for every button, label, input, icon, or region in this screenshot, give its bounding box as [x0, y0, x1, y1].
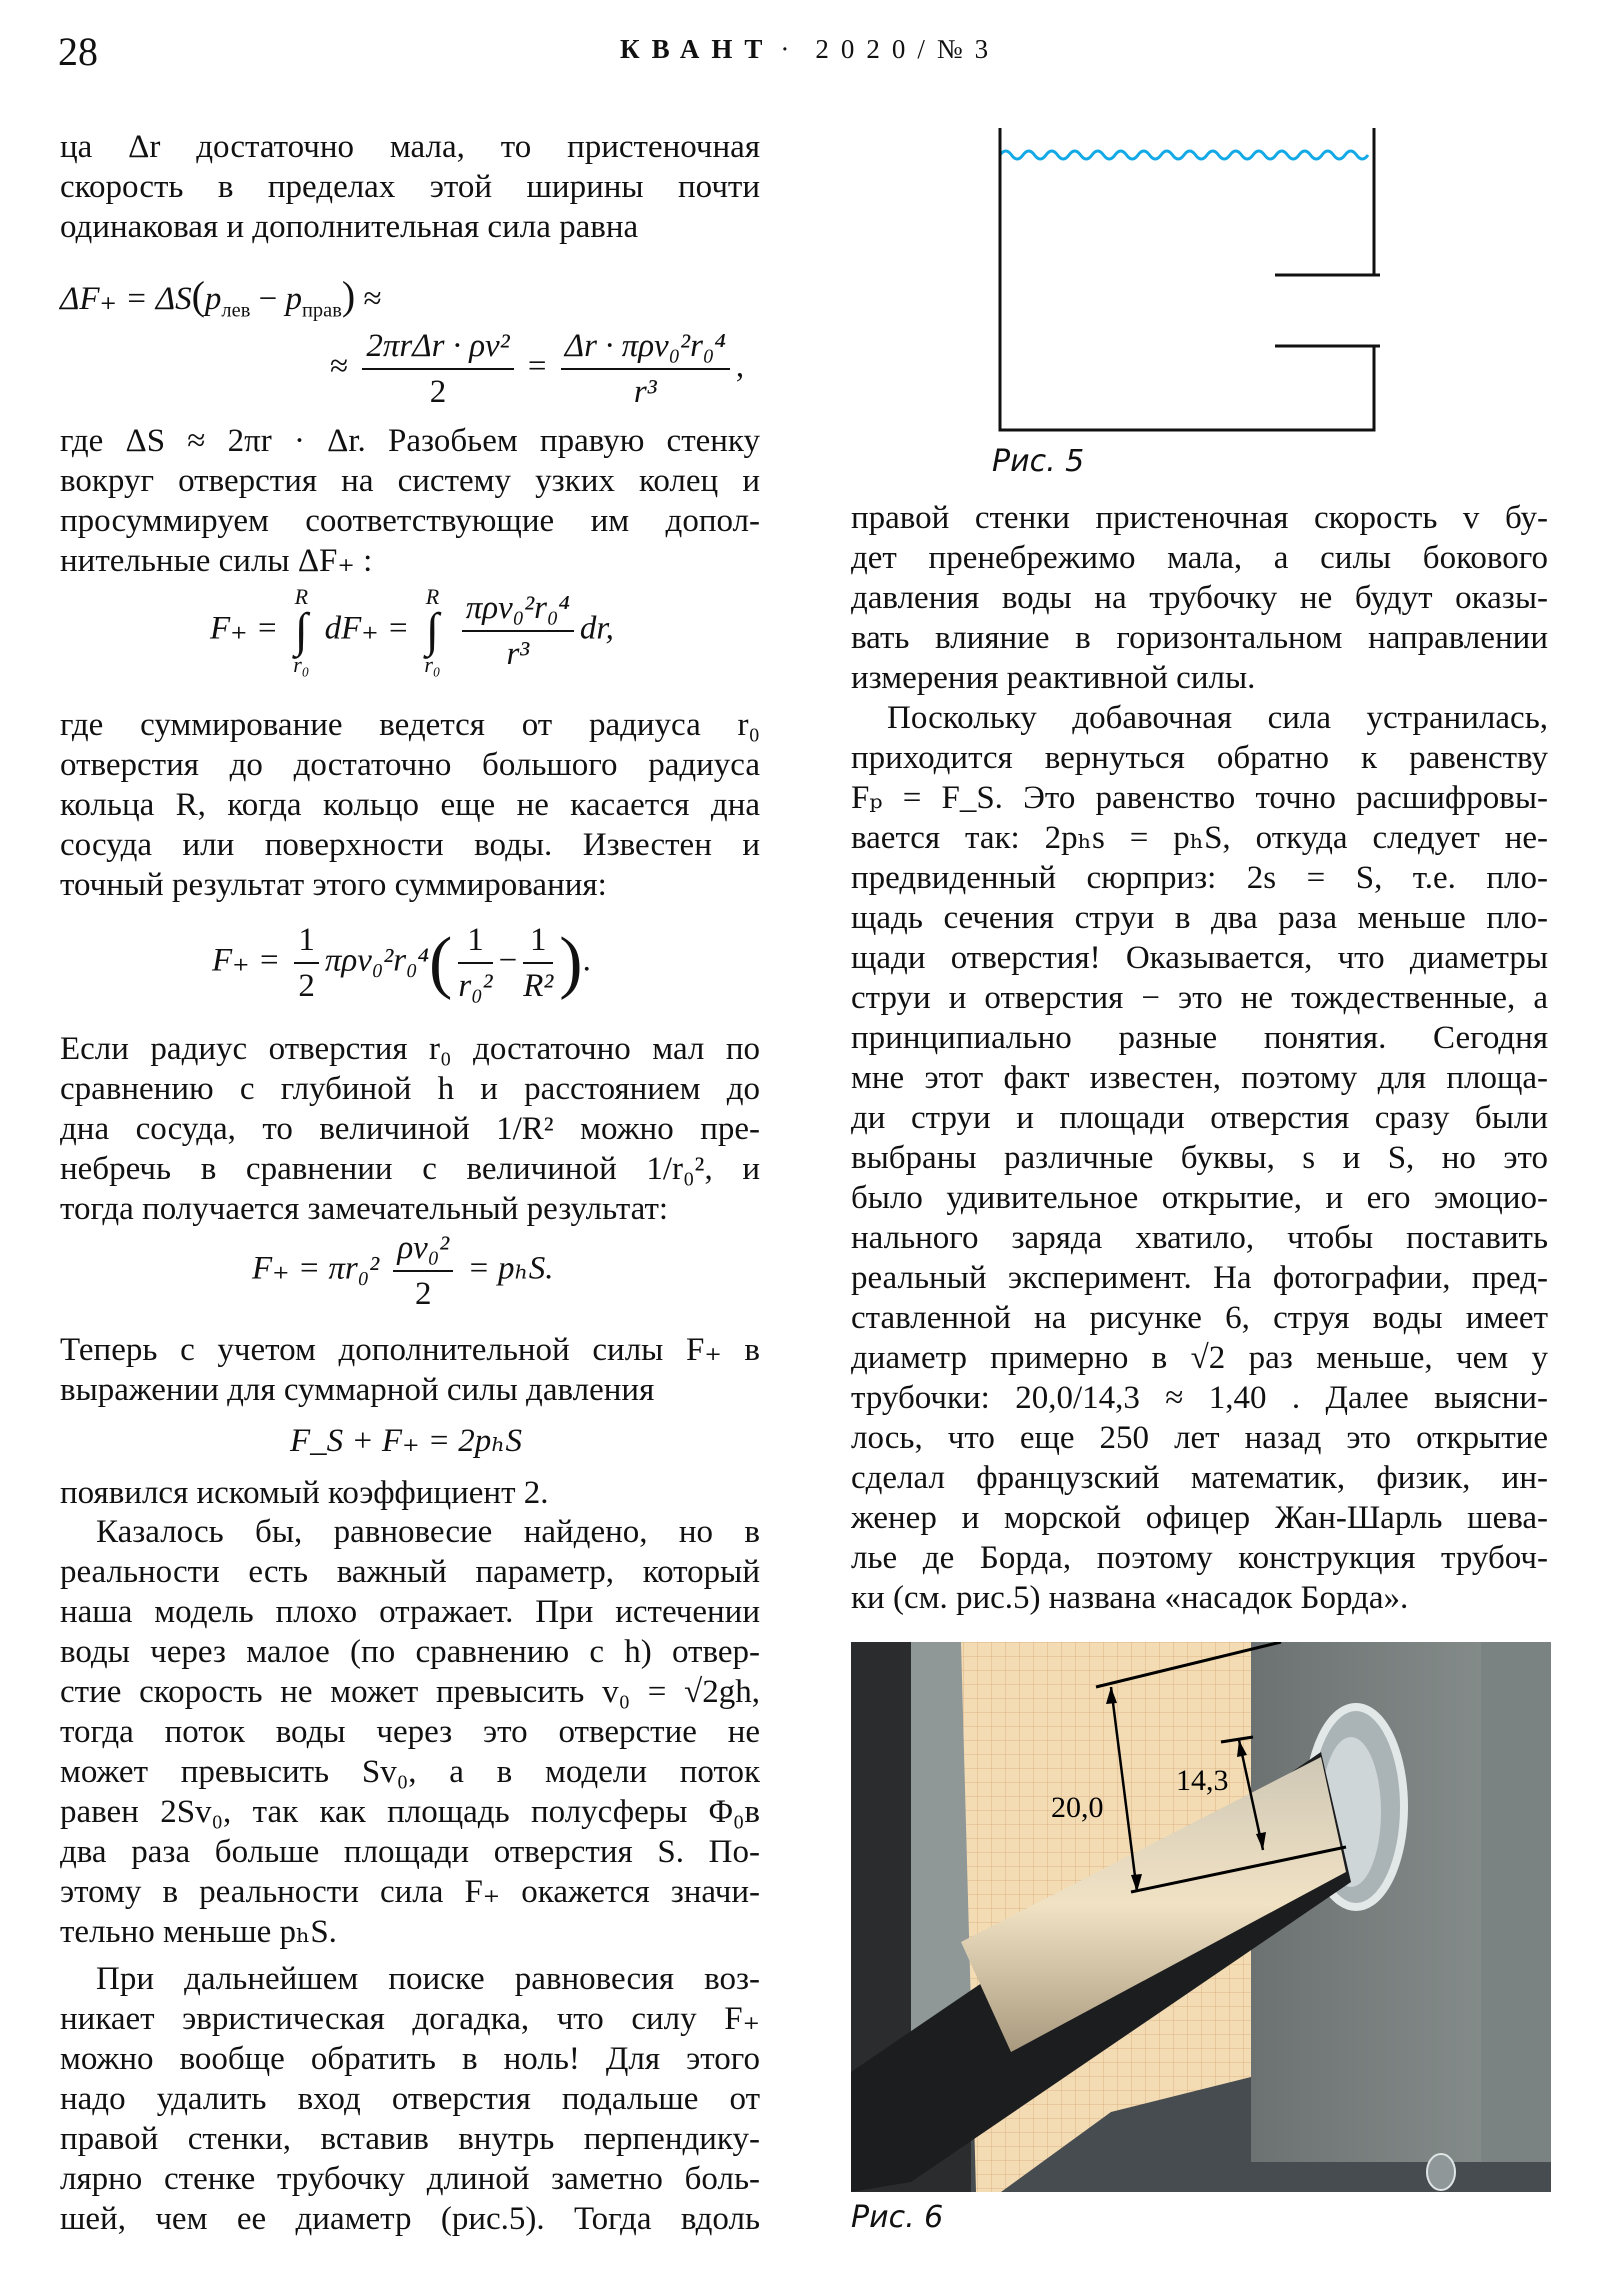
fraction: [462, 588, 574, 674]
text-line: приходится вернуться обратно к равенству: [851, 740, 1548, 776]
text-line: лье де Борда, поэтому конструкция трубоч-: [851, 1540, 1548, 1576]
eq-sub: прав: [301, 299, 342, 322]
text-line: принципиально разные понятия. Сегодня: [851, 1020, 1548, 1056]
text-line: Fₚ = F_S. Это равенство точно расшифровы-: [851, 780, 1548, 816]
eq-op: −: [250, 281, 286, 317]
text-line: может превысить Sv₀, а в модели поток: [60, 1754, 760, 1790]
text-line: ки (см. рис.5) названа «насадок Борда».: [851, 1580, 1409, 1616]
text-line: два раза больше площади отверстия S. По-: [60, 1834, 760, 1870]
text-line: вается так: 2pₕs = pₕS, откуда следует не-: [851, 820, 1548, 856]
equation-f-plus-exact: F₊ = $\frac{1}{2}$ πρv₀²r₀⁴( $\frac{1}{\text{r₀²}}$ − $\frac{1}{\text{R²}}$ ).: [212, 922, 591, 1004]
text-line: этому в реальности сила F₊ окажется значи-: [60, 1874, 760, 1910]
text-line: точный результат этого суммирования:: [60, 867, 607, 903]
issue-number: 2020/№3: [815, 34, 1001, 64]
numerator: Δr · πρv₀²r₀⁴: [561, 326, 730, 370]
text-line: наша модель плохо отражает. При истечении: [60, 1594, 760, 1630]
vessel-diagram-icon: [990, 120, 1390, 440]
integral: [286, 585, 316, 677]
text-line: предвиденный сюрприз: 2s = S, т.е. пло-: [851, 860, 1548, 896]
text-line: где суммирование ведется от радиуса r₀: [60, 707, 760, 743]
text-line: лось, что еще 250 лет назад это открытие: [851, 1420, 1548, 1456]
eq-lhs: ΔF₊ = ΔS: [60, 281, 192, 317]
text-line: шей, чем ее диаметр (рис.5). Тогда вдоль: [60, 2201, 760, 2237]
figure-5-vessel-diagram: [990, 120, 1390, 440]
eq-body: F_S + F₊ = 2pₕS: [290, 1423, 523, 1459]
text-line: реальный эксперимент. На фотографии, пред-: [851, 1260, 1548, 1296]
eq-lhs: F₊ = πr₀²: [252, 1250, 380, 1287]
eq-op: −: [498, 942, 518, 979]
text-line: сравнению с глубиной h и расстоянием до: [60, 1071, 760, 1107]
equation-f-plus-result: [252, 1228, 554, 1314]
text-line: При дальнейшем поиске равновесия воз-: [96, 1961, 760, 1997]
denominator: r³: [633, 374, 657, 410]
text-line: ставленной на рисунке 6, струя воды имеет: [851, 1300, 1548, 1336]
eq-rhs: = pₕS.: [467, 1250, 554, 1287]
text-line: нительные силы ΔF₊ :: [60, 543, 373, 579]
figure-6-caption: Рис. 6: [851, 2200, 944, 2235]
paragraph-2: [60, 421, 760, 581]
page-number: 28: [58, 29, 98, 74]
text-line: тогда поток воды через это отверстие не: [60, 1714, 760, 1750]
text-line: воды через малое (по сравнению с h) отвер-: [60, 1634, 760, 1670]
text-line: дна сосуда, то величиной 1/R² можно пре-: [60, 1111, 760, 1147]
text-line: правой стенки пристеночная скорость v бу-: [851, 500, 1548, 536]
denominator: r₀²: [458, 968, 493, 1004]
running-header: [620, 34, 1000, 65]
equation-total-force: [290, 1420, 522, 1460]
numerator: 1: [523, 920, 553, 964]
text-line: вать влияние в горизонтальном направлении: [851, 620, 1548, 656]
lower-limit: r₀: [293, 652, 310, 677]
text-line: трубочки: 20,0/14,3 ≈ 1,40 . Далее выясни-: [851, 1380, 1548, 1416]
text-line: никает эвристическая догадка, что силу F₊: [60, 2001, 760, 2037]
paragraph-10: [851, 698, 1548, 1618]
paragraph-6: [60, 1473, 760, 1513]
text-line: небречь в сравнении с величиной 1/r₀², и: [60, 1151, 760, 1187]
label-inner-diameter: 14,3: [1176, 1764, 1229, 1797]
numerator: 1: [294, 920, 319, 964]
text-line: где ΔS ≈ 2πr · Δr. Разобьем правую стенку: [60, 423, 760, 459]
text-line: стие скорость не может превысить v₀ = √2gh,: [60, 1674, 760, 1710]
text-line: отверстия до достаточно большого радиуса: [60, 747, 760, 783]
text-line: сосуда или поверхности воды. Известен и: [60, 827, 760, 863]
text-line: выражении для суммарной силы давления: [60, 1372, 655, 1408]
text-line: реальности есть важный параметр, который: [60, 1554, 760, 1590]
fraction: [561, 326, 730, 412]
text-line: нального заряда хватило, чтобы поставить: [851, 1220, 1548, 1256]
fraction: [393, 1228, 453, 1314]
eq-op: ≈: [355, 281, 382, 317]
text-line: просуммируем соответствующие им допол-: [60, 503, 760, 539]
eq-op: ≈: [330, 348, 349, 385]
equation-integral: [210, 585, 614, 677]
text-line: диаметр примерно в √2 раз меньше, чем у: [851, 1340, 1548, 1376]
upper-limit: R: [294, 584, 309, 609]
header-separator: ·: [780, 34, 802, 64]
eq-punct: .: [582, 942, 591, 979]
denominator: 2: [415, 1276, 432, 1312]
denominator: R²: [523, 968, 554, 1004]
eq-lhs: F₊ =: [212, 942, 281, 979]
eq-sub: лев: [221, 299, 251, 322]
paragraph-1: [60, 127, 760, 247]
label-outer-diameter: 20,0: [1051, 1791, 1104, 1824]
integral-sign: ∫: [425, 604, 440, 657]
text-line: скорость в пределах этой ширины почти: [60, 169, 760, 205]
text-line: выбраны различные буквы, s и S, но это: [851, 1140, 1548, 1176]
paragraph-9: [851, 498, 1548, 698]
text-line: щадь сечения струи в два раза меньше пло-: [851, 900, 1548, 936]
text-line: щади отверстия! Оказывается, что диаметры: [851, 940, 1548, 976]
numerator: πρv₀²r₀⁴: [462, 588, 574, 632]
text-line: Теперь с учетом дополнительной силы F₊ в: [60, 1332, 760, 1368]
equation-delta-f-line2: [330, 326, 744, 412]
eq-term: dF₊ =: [324, 610, 410, 647]
numerator: 1: [458, 920, 492, 964]
text-line: тогда получается замечательный результат:: [60, 1191, 669, 1227]
fraction: [294, 920, 319, 1006]
figure-6-photo: [851, 1642, 1551, 2192]
paragraph-3: [60, 705, 760, 905]
text-line: равен 2Sv₀, так как площадь полусферы Φ₀в: [60, 1794, 760, 1830]
denominator: 2: [298, 968, 315, 1004]
text-line: было удивительное открытие, и его эмоцио-: [851, 1180, 1548, 1216]
figure-5-caption: Рис. 5: [992, 444, 1085, 479]
fraction: [458, 920, 492, 1006]
eq-var: p: [285, 281, 302, 317]
equation-delta-f-line1: $\Delta F_+ = \Delta S(p_{лев} - p_{прав})$ ≈: [60, 273, 382, 322]
text-line: вокруг отверстия на систему узких колец и: [60, 463, 760, 499]
paragraph-5: [60, 1330, 760, 1410]
eq-term: dr,: [579, 610, 614, 647]
upper-limit: R: [425, 584, 440, 609]
paragraph-4: [60, 1029, 760, 1229]
text-line: Казалось бы, равновесие найдено, но в: [96, 1514, 760, 1550]
text-line: ди струи и площади отверстия сразу были: [851, 1100, 1548, 1136]
text-line: струи и отверстия − это не тождественные, а: [851, 980, 1548, 1016]
integral: [417, 585, 447, 677]
numerator: ρv₀²: [393, 1228, 453, 1272]
text-line: дет пренебрежимо мала, а силы бокового: [851, 540, 1548, 576]
text-line: Если радиус отверстия r₀ достаточно мал по: [60, 1031, 760, 1067]
paragraph-8: [60, 1959, 760, 2239]
text-line: женер и морской офицер Жан-Шарль шева-: [851, 1500, 1548, 1536]
lower-limit: r₀: [424, 652, 441, 677]
text-line: измерения реактивной силы.: [851, 660, 1256, 696]
text-line: мне этот факт известен, поэтому для площа-: [851, 1060, 1548, 1096]
fraction: [523, 920, 553, 1006]
denominator: r³: [506, 636, 530, 672]
eq-op: =: [527, 348, 547, 385]
text-line: тельно меньше pₕS.: [60, 1914, 337, 1950]
eq-punct: ,: [735, 348, 745, 385]
paragraph-7: [60, 1512, 760, 1952]
text-line: появился искомый коэффициент 2.: [60, 1475, 549, 1511]
text-line: давления воды на трубочку не будут оказы-: [851, 580, 1548, 616]
borda-nozzle-photo-icon: [851, 1642, 1551, 2192]
text-line: Поскольку добавочная сила устранилась,: [887, 700, 1548, 736]
integral-sign: ∫: [294, 604, 308, 657]
journal-title: КВАНТ: [620, 34, 775, 64]
text-line: надо удалить вход отверстия подальше от: [60, 2081, 760, 2117]
text-line: сделал французский математик, физик, ин-: [851, 1460, 1548, 1496]
text-line: можно вообще обратить в ноль! Для этого: [60, 2041, 760, 2077]
eq-var: p: [204, 281, 222, 317]
text-line: правой стенки, вставив внутрь перпендику-: [60, 2121, 760, 2157]
eq-lhs: F₊ =: [210, 610, 279, 647]
fraction: [362, 326, 513, 412]
text-line: одинаковая и дополнительная сила равна: [60, 209, 639, 245]
eq-term: πρv₀²r₀⁴: [324, 942, 430, 979]
text-line: лярно стенке трубочку длиной заметно боль-: [60, 2161, 760, 2197]
text-line: кольца R, когда кольцо еще не касается дна: [60, 787, 760, 823]
denominator: 2: [429, 374, 447, 410]
numerator: 2πrΔr · ρv²: [362, 326, 513, 370]
text-line: ца Δr достаточно мала, то пристеночная: [60, 129, 760, 165]
